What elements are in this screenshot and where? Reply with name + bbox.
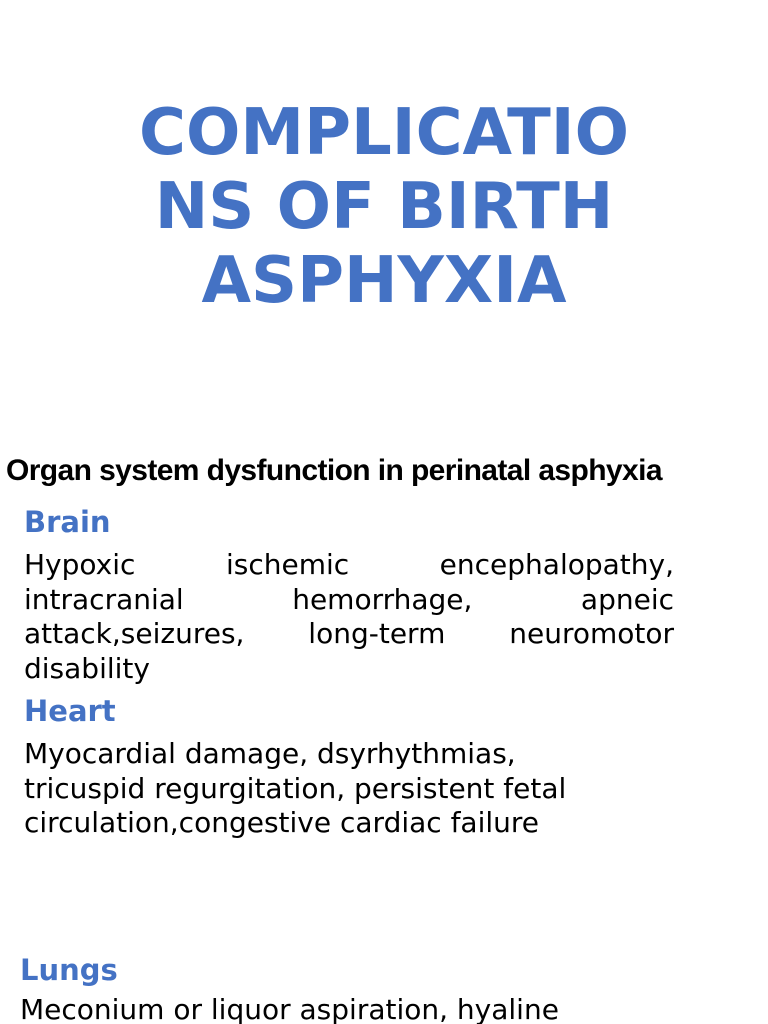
heart-body	[24, 737, 724, 841]
heart-line-1: Myocardial damage, dsyrhythmias,	[24, 737, 516, 770]
brain-body	[24, 548, 674, 686]
brain-line-4: disability	[24, 651, 150, 685]
brain-line-1: Hypoxic ischemic encephalopathy,	[24, 548, 674, 581]
title-line-2: NS OF BIRTH	[154, 170, 614, 244]
brain-line-2: intracranial hemorrhage, apneic	[24, 582, 674, 616]
slide-subtitle: Organ system dysfunction in perinatal asphyxia	[6, 454, 662, 487]
brain-line-3: attack,seizures, long-term neuromotor	[24, 617, 674, 650]
title-line-3: ASPHYXIA	[201, 244, 567, 318]
slide-title	[0, 96, 768, 318]
lungs-heading: Lungs	[20, 953, 118, 987]
lungs-body	[20, 993, 740, 1024]
heart-heading: Heart	[24, 694, 116, 728]
title-line-1: COMPLICATIO	[139, 96, 629, 170]
lungs-line-1: Meconium or liquor aspiration, hyaline	[20, 993, 559, 1024]
heart-line-2: tricuspid regurgitation, persistent fetal	[24, 771, 567, 805]
heart-line-3: circulation,congestive cardiac failure	[24, 806, 540, 839]
brain-heading: Brain	[24, 505, 111, 539]
